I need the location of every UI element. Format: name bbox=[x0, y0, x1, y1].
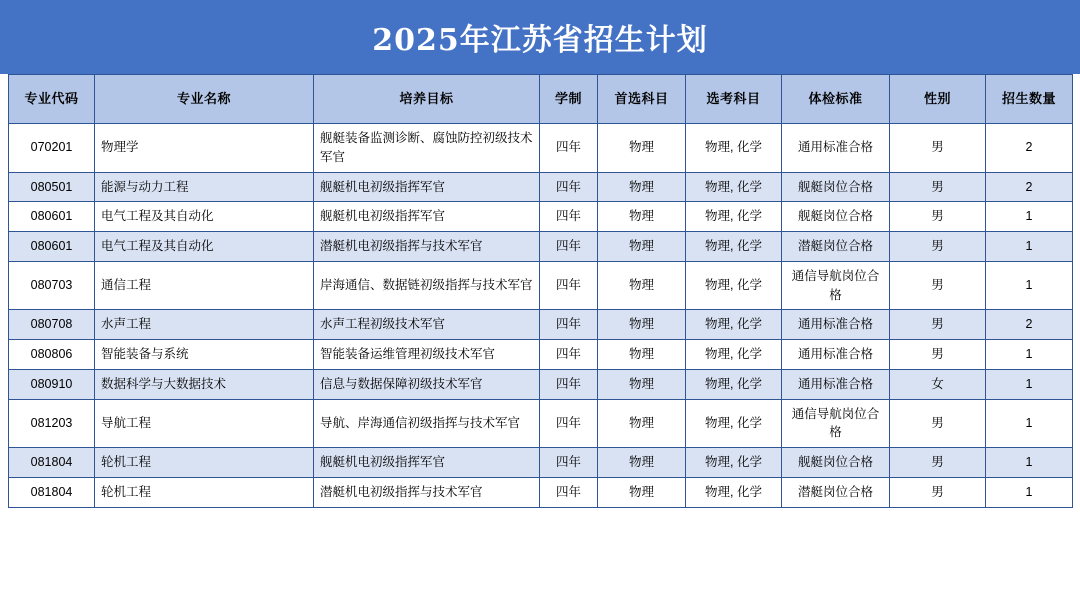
cell-gender: 男 bbox=[890, 448, 986, 478]
cell-major-name: 轮机工程 bbox=[95, 477, 314, 507]
cell-duration: 四年 bbox=[540, 232, 598, 262]
cell-major-name: 能源与动力工程 bbox=[95, 172, 314, 202]
cell-training-goal: 舰艇装备监测诊断、腐蚀防控初级技术军官 bbox=[314, 124, 540, 173]
cell-duration: 四年 bbox=[540, 202, 598, 232]
cell-physical-standard: 通用标准合格 bbox=[782, 340, 890, 370]
cell-physical-standard: 潜艇岗位合格 bbox=[782, 232, 890, 262]
cell-duration: 四年 bbox=[540, 399, 598, 448]
cell-major-name: 物理学 bbox=[95, 124, 314, 173]
cell-duration: 四年 bbox=[540, 124, 598, 173]
cell-quota: 1 bbox=[986, 232, 1073, 262]
cell-training-goal: 舰艇机电初级指挥军官 bbox=[314, 172, 540, 202]
cell-training-goal: 岸海通信、数据链初级指挥与技术军官 bbox=[314, 261, 540, 310]
cell-physical-standard: 舰艇岗位合格 bbox=[782, 448, 890, 478]
cell-quota: 1 bbox=[986, 202, 1073, 232]
cell-gender: 男 bbox=[890, 399, 986, 448]
table-row bbox=[9, 448, 1073, 478]
cell-physical-standard: 舰艇岗位合格 bbox=[782, 202, 890, 232]
cell-quota: 1 bbox=[986, 399, 1073, 448]
col-header-training-goal: 培养目标 bbox=[314, 75, 540, 124]
cell-first-subject: 物理 bbox=[598, 310, 686, 340]
cell-gender: 男 bbox=[890, 202, 986, 232]
cell-gender: 男 bbox=[890, 477, 986, 507]
cell-gender: 男 bbox=[890, 261, 986, 310]
cell-first-subject: 物理 bbox=[598, 340, 686, 370]
cell-training-goal: 潜艇机电初级指挥与技术军官 bbox=[314, 232, 540, 262]
cell-gender: 男 bbox=[890, 124, 986, 173]
cell-gender: 男 bbox=[890, 340, 986, 370]
cell-major-code: 081804 bbox=[9, 448, 95, 478]
cell-major-name: 水声工程 bbox=[95, 310, 314, 340]
col-header-physical-standard: 体检标准 bbox=[782, 75, 890, 124]
cell-first-subject: 物理 bbox=[598, 477, 686, 507]
cell-physical-standard: 通用标准合格 bbox=[782, 369, 890, 399]
table-row bbox=[9, 261, 1073, 310]
col-header-major-code: 专业代码 bbox=[9, 75, 95, 124]
cell-optional-subject: 物理, 化学 bbox=[686, 399, 782, 448]
cell-optional-subject: 物理, 化学 bbox=[686, 232, 782, 262]
cell-duration: 四年 bbox=[540, 310, 598, 340]
cell-major-code: 080910 bbox=[9, 369, 95, 399]
cell-quota: 2 bbox=[986, 310, 1073, 340]
cell-training-goal: 智能装备运维管理初级技术军官 bbox=[314, 340, 540, 370]
cell-physical-standard: 潜艇岗位合格 bbox=[782, 477, 890, 507]
cell-gender: 女 bbox=[890, 369, 986, 399]
page-title: 2025年江苏省招生计划 bbox=[372, 23, 708, 58]
cell-optional-subject: 物理, 化学 bbox=[686, 310, 782, 340]
col-header-major-name: 专业名称 bbox=[95, 75, 314, 124]
cell-training-goal: 潜艇机电初级指挥与技术军官 bbox=[314, 477, 540, 507]
col-header-duration: 学制 bbox=[540, 75, 598, 124]
cell-major-name: 电气工程及其自动化 bbox=[95, 232, 314, 262]
cell-gender: 男 bbox=[890, 232, 986, 262]
cell-duration: 四年 bbox=[540, 172, 598, 202]
cell-duration: 四年 bbox=[540, 477, 598, 507]
cell-major-code: 080708 bbox=[9, 310, 95, 340]
cell-major-name: 数据科学与大数据技术 bbox=[95, 369, 314, 399]
cell-duration: 四年 bbox=[540, 448, 598, 478]
cell-quota: 1 bbox=[986, 477, 1073, 507]
cell-duration: 四年 bbox=[540, 369, 598, 399]
cell-major-name: 电气工程及其自动化 bbox=[95, 202, 314, 232]
cell-optional-subject: 物理, 化学 bbox=[686, 369, 782, 399]
col-header-gender: 性别 bbox=[890, 75, 986, 124]
cell-first-subject: 物理 bbox=[598, 261, 686, 310]
table-header-row bbox=[9, 75, 1073, 124]
cell-optional-subject: 物理, 化学 bbox=[686, 124, 782, 173]
cell-first-subject: 物理 bbox=[598, 369, 686, 399]
cell-quota: 1 bbox=[986, 369, 1073, 399]
table-body bbox=[9, 124, 1073, 508]
cell-physical-standard: 通信导航岗位合格 bbox=[782, 399, 890, 448]
cell-major-code: 080501 bbox=[9, 172, 95, 202]
cell-optional-subject: 物理, 化学 bbox=[686, 477, 782, 507]
cell-first-subject: 物理 bbox=[598, 448, 686, 478]
cell-duration: 四年 bbox=[540, 340, 598, 370]
cell-physical-standard: 通信导航岗位合格 bbox=[782, 261, 890, 310]
cell-major-code: 081203 bbox=[9, 399, 95, 448]
cell-major-name: 导航工程 bbox=[95, 399, 314, 448]
cell-first-subject: 物理 bbox=[598, 124, 686, 173]
cell-training-goal: 导航、岸海通信初级指挥与技术军官 bbox=[314, 399, 540, 448]
cell-optional-subject: 物理, 化学 bbox=[686, 172, 782, 202]
cell-optional-subject: 物理, 化学 bbox=[686, 261, 782, 310]
cell-quota: 1 bbox=[986, 261, 1073, 310]
cell-optional-subject: 物理, 化学 bbox=[686, 448, 782, 478]
cell-major-name: 通信工程 bbox=[95, 261, 314, 310]
cell-major-code: 080601 bbox=[9, 202, 95, 232]
cell-quota: 1 bbox=[986, 340, 1073, 370]
cell-first-subject: 物理 bbox=[598, 399, 686, 448]
cell-quota: 2 bbox=[986, 124, 1073, 173]
admission-plan-table bbox=[8, 74, 1073, 508]
cell-optional-subject: 物理, 化学 bbox=[686, 340, 782, 370]
cell-major-code: 080806 bbox=[9, 340, 95, 370]
col-header-optional-subject: 选考科目 bbox=[686, 75, 782, 124]
table-row bbox=[9, 340, 1073, 370]
cell-first-subject: 物理 bbox=[598, 202, 686, 232]
col-header-quota: 招生数量 bbox=[986, 75, 1073, 124]
cell-major-code: 070201 bbox=[9, 124, 95, 173]
cell-major-code: 080601 bbox=[9, 232, 95, 262]
cell-major-code: 081804 bbox=[9, 477, 95, 507]
cell-gender: 男 bbox=[890, 172, 986, 202]
cell-training-goal: 水声工程初级技术军官 bbox=[314, 310, 540, 340]
table-row bbox=[9, 369, 1073, 399]
cell-physical-standard: 舰艇岗位合格 bbox=[782, 172, 890, 202]
table-row bbox=[9, 399, 1073, 448]
col-header-first-subject: 首选科目 bbox=[598, 75, 686, 124]
table-row bbox=[9, 124, 1073, 173]
table-row bbox=[9, 202, 1073, 232]
cell-first-subject: 物理 bbox=[598, 232, 686, 262]
table-row bbox=[9, 232, 1073, 262]
cell-first-subject: 物理 bbox=[598, 172, 686, 202]
cell-training-goal: 舰艇机电初级指挥军官 bbox=[314, 448, 540, 478]
cell-gender: 男 bbox=[890, 310, 986, 340]
table-row bbox=[9, 477, 1073, 507]
cell-major-name: 轮机工程 bbox=[95, 448, 314, 478]
table-row bbox=[9, 310, 1073, 340]
cell-optional-subject: 物理, 化学 bbox=[686, 202, 782, 232]
cell-training-goal: 舰艇机电初级指挥军官 bbox=[314, 202, 540, 232]
cell-major-name: 智能装备与系统 bbox=[95, 340, 314, 370]
table-head bbox=[9, 75, 1073, 124]
page-header bbox=[0, 0, 1080, 74]
cell-physical-standard: 通用标准合格 bbox=[782, 310, 890, 340]
cell-major-code: 080703 bbox=[9, 261, 95, 310]
cell-quota: 2 bbox=[986, 172, 1073, 202]
cell-training-goal: 信息与数据保障初级技术军官 bbox=[314, 369, 540, 399]
cell-duration: 四年 bbox=[540, 261, 598, 310]
table-row bbox=[9, 172, 1073, 202]
table-container bbox=[0, 74, 1080, 508]
cell-quota: 1 bbox=[986, 448, 1073, 478]
cell-physical-standard: 通用标准合格 bbox=[782, 124, 890, 173]
